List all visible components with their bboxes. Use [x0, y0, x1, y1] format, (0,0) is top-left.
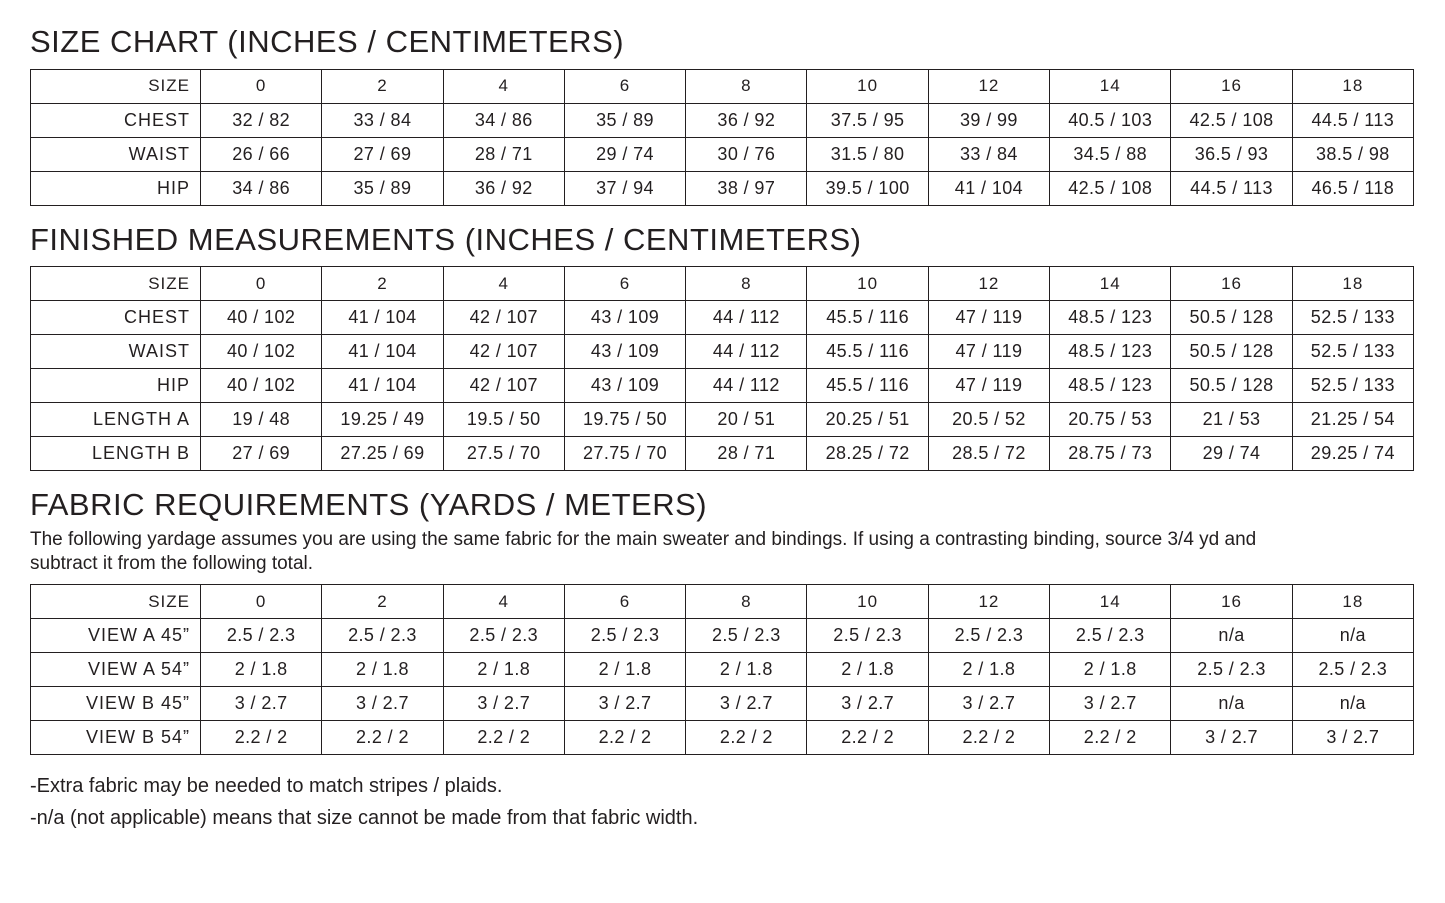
- header-cell-size-0: 0: [201, 267, 322, 301]
- table-cell: 36 / 92: [686, 103, 807, 137]
- table-cell: 27.5 / 70: [443, 437, 564, 471]
- row-label: VIEW A 45”: [31, 619, 201, 653]
- header-cell-size: SIZE: [31, 69, 201, 103]
- header-cell-size-2: 2: [322, 267, 443, 301]
- table-cell: 50.5 / 128: [1171, 335, 1292, 369]
- table-cell: 52.5 / 133: [1292, 335, 1413, 369]
- header-cell-size-8: 8: [686, 585, 807, 619]
- table-row: [31, 137, 1414, 171]
- table-cell: 27.25 / 69: [322, 437, 443, 471]
- table-cell: 19 / 48: [201, 403, 322, 437]
- finished-measurements-title: FINISHED MEASUREMENTS (INCHES / CENTIMETERS): [30, 221, 862, 257]
- table-cell: 42 / 107: [443, 301, 564, 335]
- header-cell-size-16: 16: [1171, 69, 1292, 103]
- table-cell: 50.5 / 128: [1171, 369, 1292, 403]
- table-cell: 34 / 86: [443, 103, 564, 137]
- header-cell-size-10: 10: [807, 69, 928, 103]
- table-cell: 27 / 69: [322, 137, 443, 171]
- table-cell: 40.5 / 103: [1050, 103, 1171, 137]
- table-cell: 32 / 82: [201, 103, 322, 137]
- finished-measurements-table: [30, 266, 1414, 471]
- table-cell: 2 / 1.8: [322, 653, 443, 687]
- table-cell: 46.5 / 118: [1292, 171, 1413, 205]
- table-cell: 3 / 2.7: [928, 687, 1049, 721]
- row-label: WAIST: [31, 137, 201, 171]
- table-cell: 48.5 / 123: [1050, 301, 1171, 335]
- table-cell: 47 / 119: [928, 369, 1049, 403]
- table-header-row: [31, 267, 1414, 301]
- table-cell: 47 / 119: [928, 301, 1049, 335]
- table-cell: 34.5 / 88: [1050, 137, 1171, 171]
- table-cell: 21 / 53: [1171, 403, 1292, 437]
- size-chart-body: [31, 69, 1414, 205]
- header-cell-size-6: 6: [564, 585, 685, 619]
- table-cell: 45.5 / 116: [807, 335, 928, 369]
- table-cell: 41 / 104: [322, 335, 443, 369]
- table-cell: 42 / 107: [443, 335, 564, 369]
- size-chart-table: [30, 69, 1414, 206]
- table-cell: 28.75 / 73: [1050, 437, 1171, 471]
- table-cell: 39 / 99: [928, 103, 1049, 137]
- table-cell: 35 / 89: [564, 103, 685, 137]
- table-cell: 29 / 74: [1171, 437, 1292, 471]
- table-cell: n/a: [1292, 687, 1413, 721]
- table-cell: 34 / 86: [201, 171, 322, 205]
- table-cell: 37.5 / 95: [807, 103, 928, 137]
- table-cell: 29 / 74: [564, 137, 685, 171]
- table-cell: 21.25 / 54: [1292, 403, 1413, 437]
- header-cell-size-12: 12: [928, 69, 1049, 103]
- table-cell: 2 / 1.8: [807, 653, 928, 687]
- table-cell: 37 / 94: [564, 171, 685, 205]
- table-cell: 2.5 / 2.3: [928, 619, 1049, 653]
- table-cell: 40 / 102: [201, 369, 322, 403]
- table-cell: 2.5 / 2.3: [1050, 619, 1171, 653]
- table-cell: 28.25 / 72: [807, 437, 928, 471]
- table-cell: 3 / 2.7: [686, 687, 807, 721]
- table-cell: 2.2 / 2: [201, 721, 322, 755]
- header-cell-size: SIZE: [31, 585, 201, 619]
- table-cell: 19.25 / 49: [322, 403, 443, 437]
- table-row: [31, 335, 1414, 369]
- table-row: [31, 721, 1414, 755]
- footnotes: [30, 773, 1415, 831]
- table-cell: 44 / 112: [686, 369, 807, 403]
- table-cell: 41 / 104: [322, 301, 443, 335]
- table-cell: 2.5 / 2.3: [1292, 653, 1413, 687]
- table-cell: 2 / 1.8: [564, 653, 685, 687]
- table-cell: 3 / 2.7: [1292, 721, 1413, 755]
- table-cell: 28 / 71: [686, 437, 807, 471]
- table-row: [31, 171, 1414, 205]
- header-cell-size-2: 2: [322, 69, 443, 103]
- table-cell: 20 / 51: [686, 403, 807, 437]
- table-cell: 31.5 / 80: [807, 137, 928, 171]
- table-cell: 2.5 / 2.3: [807, 619, 928, 653]
- table-cell: 2.5 / 2.3: [443, 619, 564, 653]
- table-cell: 3 / 2.7: [564, 687, 685, 721]
- table-cell: 26 / 66: [201, 137, 322, 171]
- table-cell: 3 / 2.7: [1171, 721, 1292, 755]
- table-cell: 20.5 / 52: [928, 403, 1049, 437]
- table-cell: 2 / 1.8: [443, 653, 564, 687]
- table-cell: 3 / 2.7: [201, 687, 322, 721]
- table-cell: 28.5 / 72: [928, 437, 1049, 471]
- header-cell-size-4: 4: [443, 585, 564, 619]
- table-cell: 2 / 1.8: [928, 653, 1049, 687]
- header-cell-size: SIZE: [31, 267, 201, 301]
- section-size-chart: [30, 26, 1415, 206]
- table-cell: 52.5 / 133: [1292, 301, 1413, 335]
- table-cell: n/a: [1292, 619, 1413, 653]
- row-label: HIP: [31, 171, 201, 205]
- table-cell: 2.5 / 2.3: [322, 619, 443, 653]
- table-cell: 38 / 97: [686, 171, 807, 205]
- row-label: CHEST: [31, 301, 201, 335]
- table-cell: 42 / 107: [443, 369, 564, 403]
- table-cell: 2.2 / 2: [322, 721, 443, 755]
- table-cell: 2.5 / 2.3: [201, 619, 322, 653]
- header-cell-size-8: 8: [686, 69, 807, 103]
- table-cell: 2.2 / 2: [1050, 721, 1171, 755]
- table-cell: 30 / 76: [686, 137, 807, 171]
- table-row: [31, 403, 1414, 437]
- table-cell: 48.5 / 123: [1050, 335, 1171, 369]
- table-cell: 45.5 / 116: [807, 301, 928, 335]
- header-cell-size-0: 0: [201, 585, 322, 619]
- table-cell: 19.5 / 50: [443, 403, 564, 437]
- table-row: [31, 301, 1414, 335]
- table-row: [31, 653, 1414, 687]
- table-cell: 44 / 112: [686, 301, 807, 335]
- table-cell: 44.5 / 113: [1171, 171, 1292, 205]
- table-cell: 2.2 / 2: [928, 721, 1049, 755]
- row-label: LENGTH A: [31, 403, 201, 437]
- footnote-2: -n/a (not applicable) means that size cannot be made from that fabric width.: [30, 807, 699, 830]
- table-cell: 41 / 104: [928, 171, 1049, 205]
- table-cell: 2.2 / 2: [807, 721, 928, 755]
- table-cell: 2 / 1.8: [686, 653, 807, 687]
- header-cell-size-4: 4: [443, 69, 564, 103]
- table-cell: 2.2 / 2: [686, 721, 807, 755]
- table-row: [31, 687, 1414, 721]
- table-cell: 50.5 / 128: [1171, 301, 1292, 335]
- table-cell: 35 / 89: [322, 171, 443, 205]
- table-cell: 45.5 / 116: [807, 369, 928, 403]
- fabric-requirements-table: [30, 584, 1414, 755]
- header-cell-size-18: 18: [1292, 267, 1413, 301]
- row-label: WAIST: [31, 335, 201, 369]
- row-label: VIEW A 54”: [31, 653, 201, 687]
- header-cell-size-16: 16: [1171, 585, 1292, 619]
- header-cell-size-18: 18: [1292, 69, 1413, 103]
- header-cell-size-14: 14: [1050, 267, 1171, 301]
- table-cell: 42.5 / 108: [1171, 103, 1292, 137]
- table-cell: 36 / 92: [443, 171, 564, 205]
- table-cell: 2.2 / 2: [564, 721, 685, 755]
- table-cell: 2.5 / 2.3: [686, 619, 807, 653]
- fabric-requirements-title: FABRIC REQUIREMENTS (YARDS / METERS): [30, 487, 708, 523]
- table-cell: 39.5 / 100: [807, 171, 928, 205]
- table-cell: 40 / 102: [201, 335, 322, 369]
- table-cell: 19.75 / 50: [564, 403, 685, 437]
- table-cell: 43 / 109: [564, 335, 685, 369]
- table-cell: 44 / 112: [686, 335, 807, 369]
- finished-measurements-body: [31, 267, 1414, 471]
- row-label: LENGTH B: [31, 437, 201, 471]
- table-cell: 3 / 2.7: [807, 687, 928, 721]
- table-cell: 47 / 119: [928, 335, 1049, 369]
- row-label: CHEST: [31, 103, 201, 137]
- header-cell-size-6: 6: [564, 267, 685, 301]
- table-cell: 43 / 109: [564, 369, 685, 403]
- table-cell: 29.25 / 74: [1292, 437, 1413, 471]
- header-cell-size-2: 2: [322, 585, 443, 619]
- table-cell: 36.5 / 93: [1171, 137, 1292, 171]
- table-cell: 2 / 1.8: [1050, 653, 1171, 687]
- section-fabric-requirements: [30, 489, 1415, 755]
- table-cell: 42.5 / 108: [1050, 171, 1171, 205]
- table-header-row: [31, 585, 1414, 619]
- table-cell: 41 / 104: [322, 369, 443, 403]
- table-cell: 2.5 / 2.3: [1171, 653, 1292, 687]
- header-cell-size-6: 6: [564, 69, 685, 103]
- header-cell-size-10: 10: [807, 585, 928, 619]
- table-cell: 3 / 2.7: [1050, 687, 1171, 721]
- table-cell: 27.75 / 70: [564, 437, 685, 471]
- table-row: [31, 619, 1414, 653]
- header-cell-size-14: 14: [1050, 69, 1171, 103]
- fabric-requirements-note: The following yardage assumes you are using the same fabric for the main sweater and bindings. If using a contrasting binding, source 3/4 yd and subtract it from the following total.: [30, 528, 1257, 574]
- table-cell: 40 / 102: [201, 301, 322, 335]
- header-cell-size-18: 18: [1292, 585, 1413, 619]
- table-cell: 33 / 84: [322, 103, 443, 137]
- table-cell: 52.5 / 133: [1292, 369, 1413, 403]
- header-cell-size-8: 8: [686, 267, 807, 301]
- header-cell-size-10: 10: [807, 267, 928, 301]
- table-cell: n/a: [1171, 687, 1292, 721]
- table-cell: 3 / 2.7: [443, 687, 564, 721]
- row-label: HIP: [31, 369, 201, 403]
- row-label: VIEW B 45”: [31, 687, 201, 721]
- table-cell: 48.5 / 123: [1050, 369, 1171, 403]
- table-header-row: [31, 69, 1414, 103]
- table-cell: 27 / 69: [201, 437, 322, 471]
- table-row: [31, 437, 1414, 471]
- header-cell-size-16: 16: [1171, 267, 1292, 301]
- header-cell-size-12: 12: [928, 267, 1049, 301]
- table-cell: 2.5 / 2.3: [564, 619, 685, 653]
- table-cell: 3 / 2.7: [322, 687, 443, 721]
- header-cell-size-4: 4: [443, 267, 564, 301]
- section-finished-measurements: [30, 221, 1415, 472]
- table-cell: 28 / 71: [443, 137, 564, 171]
- row-label: VIEW B 54”: [31, 721, 201, 755]
- table-row: [31, 103, 1414, 137]
- fabric-requirements-body: [31, 585, 1414, 755]
- table-cell: 20.75 / 53: [1050, 403, 1171, 437]
- table-cell: 2 / 1.8: [201, 653, 322, 687]
- footnote-1: -Extra fabric may be needed to match stripes / plaids.: [30, 775, 503, 798]
- table-cell: 44.5 / 113: [1292, 103, 1413, 137]
- size-chart-title: SIZE CHART (INCHES / CENTIMETERS): [30, 24, 625, 59]
- table-cell: 33 / 84: [928, 137, 1049, 171]
- table-cell: 2.2 / 2: [443, 721, 564, 755]
- table-cell: 38.5 / 98: [1292, 137, 1413, 171]
- table-cell: 20.25 / 51: [807, 403, 928, 437]
- header-cell-size-12: 12: [928, 585, 1049, 619]
- table-cell: n/a: [1171, 619, 1292, 653]
- table-row: [31, 369, 1414, 403]
- header-cell-size-14: 14: [1050, 585, 1171, 619]
- table-cell: 43 / 109: [564, 301, 685, 335]
- header-cell-size-0: 0: [201, 69, 322, 103]
